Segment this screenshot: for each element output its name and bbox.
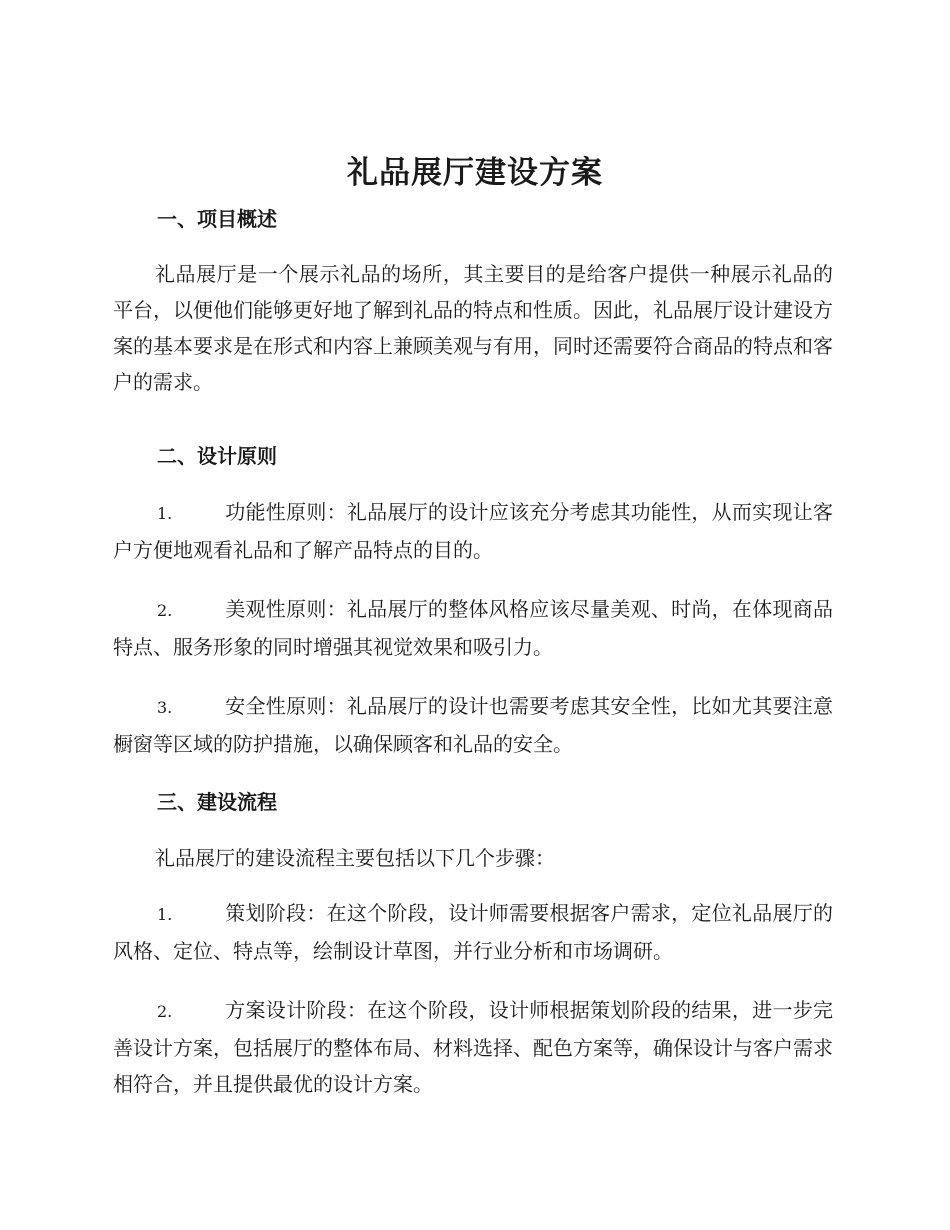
list-number: 2. xyxy=(157,601,173,620)
overview-paragraph: 礼品展厅是一个展示礼品的场所，其主要目的是给客户提供一种展示礼品的平台，以便他们能够更好地了解到礼品的特点和性质。因此，礼品展厅设计建设方案的基本要求是在形式和内容上兼顾美观与有用，同时还需要符合商品的特点和客户的需求。 xyxy=(113,262,833,394)
section-heading-principles: 二、设计原则 xyxy=(157,444,277,468)
list-item-text: 策划阶段：在这个阶段，设计师需要根据客户需求，定位礼品展厅的风格、定位、特点等，绘制设计草图，并行业分析和市场调研。 xyxy=(113,901,833,963)
principle-item-aesthetic xyxy=(113,591,833,665)
list-item-text: 方案设计阶段：在这个阶段，设计师根据策划阶段的结果，进一步完善设计方案，包括展厅的整体布局、材料选择、配色方案等，确保设计与客户需求相符合，并且提供最优的设计方案。 xyxy=(113,998,833,1096)
principle-item-safety xyxy=(113,688,833,762)
process-step-design xyxy=(113,992,833,1102)
section-heading-process: 三、建设流程 xyxy=(157,790,277,814)
document-title: 礼品展厅建设方案 xyxy=(347,155,603,191)
list-number: 1. xyxy=(157,504,173,523)
list-number: 3. xyxy=(157,698,173,717)
process-step-planning xyxy=(113,895,833,969)
list-number: 1. xyxy=(157,905,173,924)
process-intro: 礼品展厅的建设流程主要包括以下几个步骤： xyxy=(155,846,555,870)
list-item-text: 安全性原则：礼品展厅的设计也需要考虑其安全性，比如尤其要注意橱窗等区域的防护措施，以确保顾客和礼品的安全。 xyxy=(113,694,833,756)
list-item-text: 美观性原则：礼品展厅的整体风格应该尽量美观、时尚，在体现商品特点、服务形象的同时增强其视觉效果和吸引力。 xyxy=(113,597,833,659)
principle-item-functional xyxy=(113,494,833,568)
section-heading-overview: 一、项目概述 xyxy=(157,207,277,231)
list-item-text: 功能性原则：礼品展厅的设计应该充分考虑其功能性，从而实现让客户方便地观看礼品和了解产品特点的目的。 xyxy=(113,500,833,562)
list-number: 2. xyxy=(157,1002,173,1021)
